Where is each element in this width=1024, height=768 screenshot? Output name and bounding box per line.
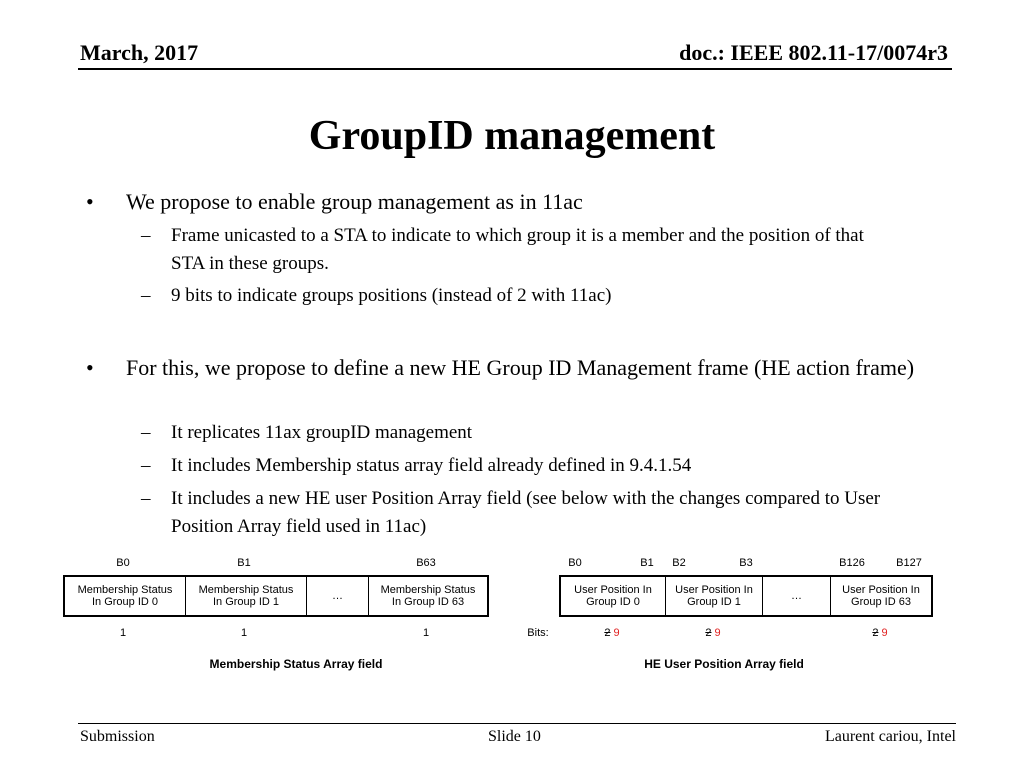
bullet-2	[86, 352, 926, 383]
bit-count: 1	[119, 627, 127, 639]
sub-bullet-marker: –	[141, 488, 151, 509]
new-bit-count: 9	[714, 627, 721, 639]
footer-author: Laurent cariou, Intel	[824, 728, 956, 745]
bit-count-change	[872, 627, 887, 639]
membership-cell: Membership Status In Group ID 0	[77, 584, 173, 608]
footer-slide-number: Slide 10	[488, 728, 541, 745]
new-bit-count: 9	[613, 627, 620, 639]
bits-label: Bits:	[527, 627, 549, 639]
sub-bullet-2-2-text: It includes Membership status array field already defined in 9.4.1.54	[171, 455, 692, 476]
header-doc-id: doc.: IEEE 802.11-17/0074r3	[679, 40, 948, 65]
user-position-cell: User Position In Group ID 1	[665, 577, 762, 615]
sub-bullet-marker: –	[141, 422, 151, 443]
user-position-table	[559, 575, 933, 617]
footer-divider	[78, 723, 956, 724]
sub-bullet-2-1-text: It replicates 11ax groupID management	[171, 422, 473, 443]
sub-bullet-1-2-text: 9 bits to indicate groups positions (instead of 2 with 11ac)	[171, 285, 612, 306]
bullet-1-text: We propose to enable group management as in 11ac	[126, 189, 583, 214]
sub-bullet-2-3-text: It includes a new HE user Position Array field (see below with the changes compared to User Position Array field used in 11ac)	[171, 488, 881, 537]
bit-label: B1	[237, 557, 251, 569]
bit-label: B126	[839, 557, 865, 569]
ellipsis-cell: …	[306, 577, 368, 615]
bit-label: B3	[739, 557, 753, 569]
membership-status-table	[63, 575, 489, 617]
sub-bullet-marker: –	[141, 285, 151, 306]
sub-bullet-2-1	[141, 419, 901, 447]
bullet-marker: •	[86, 355, 94, 380]
user-position-caption: HE User Position Array field	[644, 657, 804, 671]
header-date: March, 2017	[80, 40, 199, 65]
bit-count-change	[705, 627, 720, 639]
bit-count: 1	[422, 627, 430, 639]
bit-count: 1	[240, 627, 248, 639]
bullet-2-text: For this, we propose to define a new HE Group ID Management frame (HE action frame)	[126, 355, 915, 380]
sub-bullet-2-2	[141, 452, 901, 480]
footer-submission: Submission	[80, 728, 155, 745]
header-divider	[78, 68, 952, 70]
bullet-marker: •	[86, 189, 94, 214]
user-position-cell: User Position In Group ID 63	[830, 577, 931, 615]
sub-bullet-marker: –	[141, 225, 151, 246]
membership-cell: Membership Status In Group ID 1	[185, 577, 306, 615]
old-bit-count: 2	[872, 627, 879, 639]
membership-cell: Membership Status In Group ID 63	[368, 577, 487, 615]
bit-label: B0	[568, 557, 582, 569]
sub-bullet-2-3	[141, 485, 901, 541]
bullet-1	[86, 186, 926, 217]
old-bit-count: 2	[705, 627, 712, 639]
bit-label: B63	[416, 557, 436, 569]
sub-bullet-1-1-text: Frame unicasted to a STA to indicate to which group it is a member and the position of that STA in these groups.	[171, 225, 864, 274]
old-bit-count: 2	[604, 627, 611, 639]
bit-label: B127	[896, 557, 922, 569]
ellipsis-cell: …	[762, 577, 830, 615]
bit-label: B2	[672, 557, 686, 569]
bit-label: B0	[116, 557, 130, 569]
user-position-cell: User Position In Group ID 0	[574, 584, 652, 608]
sub-bullet-marker: –	[141, 455, 151, 476]
bit-count-change	[604, 627, 619, 639]
new-bit-count: 9	[881, 627, 888, 639]
slide-title: GroupID management	[308, 113, 716, 159]
bit-label: B1	[640, 557, 654, 569]
sub-bullet-1-2	[141, 282, 901, 310]
membership-caption: Membership Status Array field	[209, 657, 383, 671]
sub-bullet-1-1	[141, 222, 901, 278]
